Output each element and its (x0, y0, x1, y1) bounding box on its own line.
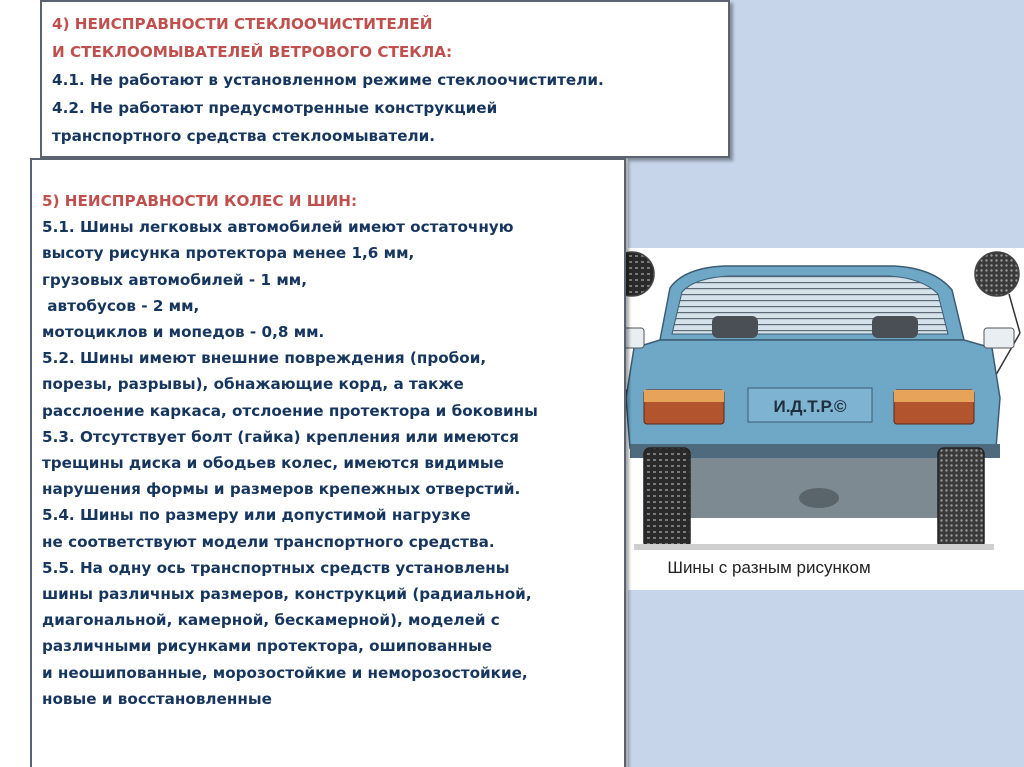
section-5-line: порезы, разрывы), обнажающие корд, а также (42, 375, 464, 394)
section-5-line: 5.5. На одну ось транспортных средств установлены (42, 558, 510, 577)
section-4-item-4-2-line-1: 4.2. Не работают предусмотренные конструкцией (52, 99, 498, 117)
section-4-title-line-1: 4) НЕИСПРАВНОСТИ СТЕКЛООЧИСТИТЕЛЕЙ (52, 15, 433, 33)
section-5-title: 5) НЕИСПРАВНОСТИ КОЛЕС И ШИН: (42, 192, 358, 210)
plate-text: И.Д.Т.Р.© (773, 397, 847, 416)
section-4-item-4-2-line-2: транспортного средства стеклоомыватели. (52, 127, 436, 145)
section-5-line: нарушения формы и размеров крепежных отверстий. (42, 480, 521, 499)
section-4-box (40, 0, 730, 158)
section-4-title-line-2: И СТЕКЛООМЫВАТЕЛЕЙ ВЕТРОВОГО СТЕКЛА: (52, 43, 453, 61)
section-5-line: шины различных размеров, конструкций (радиальной, (42, 585, 532, 604)
section-5-line: грузовых автомобилей - 1 мм, (42, 270, 307, 289)
section-4-item-4-1: 4.1. Не работают в установленном режиме стеклоочистители. (52, 71, 604, 89)
section-5-line: новые и восстановленные (42, 689, 272, 708)
section-5-box (30, 158, 626, 767)
section-5-line: 5.1. Шины легковых автомобилей имеют остаточную (42, 218, 514, 237)
section-5-line: автобусов - 2 мм, (42, 296, 200, 315)
car-rear-illustration-icon (604, 248, 1024, 590)
figure-caption: Шины с разным рисунком (667, 558, 871, 577)
section-5-line: 5.3. Отсутствует болт (гайка) крепления или имеются (42, 427, 519, 446)
section-5-line: расслоение каркаса, отслоение протектора и боковины (42, 401, 538, 420)
section-5-line: высоту рисунка протектора менее 1,6 мм, (42, 244, 415, 263)
car-figure (604, 248, 1024, 590)
section-5-line: диагональной, камерной, бескамерной), моделей с (42, 611, 500, 630)
section-5-line: мотоциклов и мопедов - 0,8 мм. (42, 323, 325, 342)
section-5-line: 5.2. Шины имеют внешние повреждения (пробои, (42, 349, 487, 368)
section-5-line: не соответствуют модели транспортного средства. (42, 532, 495, 551)
section-5-line: и неошипованные, морозостойкие и неморозостойкие, (42, 663, 528, 682)
section-5-line: различными рисунками протектора, ошипованные (42, 637, 493, 656)
section-5-line: 5.4. Шины по размеру или допустимой нагрузке (42, 506, 471, 525)
section-5-line: трещины диска и ободьев колес, имеются видимые (42, 454, 504, 473)
